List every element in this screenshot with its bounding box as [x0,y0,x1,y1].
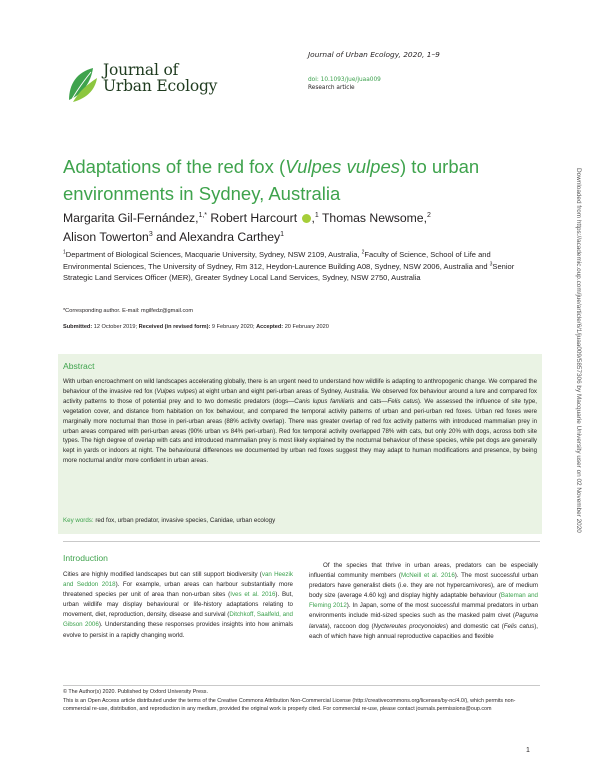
affil-text: Department of Biological Sciences, Macquarie University, Sydney, NSW 2109, Australia, [65,250,362,259]
article-type: Research article [308,85,355,91]
intro-text: ), each of which have high annual reproductive capacities and flexible [309,622,539,640]
keywords-label: Key words: [63,517,94,524]
abstract-segment: ). We assessed the influence of site type, vegetation cover, and distance from habitation on fox behaviour, and compared the temporal activity patterns of urban and peri-urban red foxes. Urban red foxes were marginally more nocturnal than those in peri-urban areas (88% activity overlap). There was greater overlap of red fox activity patterns with introduced mammalian prey in urban areas compared with peri-urban areas (90% urban vs 84% peri-urban). Red fox temporal activity overlapped 78% with cats, but only 20% with dogs, across both site types. The high degree of overlap with cats and introduced mammalian prey is most likely explained by the nocturnal behaviour of these species, while pet dogs are generally kept in yards or indoors at night. The behavioural differences we documented by urban red foxes suggest they may adapt to human modifications and presence, by being more nocturnal and/or more confident in urban areas. [63,397,538,465]
intro-right-column [309,561,538,642]
abstract-text [63,377,537,466]
affil-sup: 3 [489,261,493,268]
revised-label: Received (in revised form): [138,324,211,330]
author-name[interactable]: Margarita Gil-Fernández, [63,211,199,225]
species-name: Nyctereutes procyonoides [373,622,446,630]
abstract-segment: and cats— [354,397,388,405]
abstract-heading: Abstract [63,361,95,371]
logo-line-2: Urban Ecology [103,77,218,95]
author-separator: , [311,211,315,225]
intro-text: ) and domestic cat ( [445,622,504,630]
affil-text: Faculty of Science, School of Life and Environmental Sciences, The University of Sydney, Rm 312, Heydon-Laurence Building A08, Sydney, NSW 2006, Australia and [63,250,491,271]
author-affil-sup: 3 [148,230,153,238]
affil-sup: 2 [361,249,365,256]
accepted-label: Accepted: [256,324,284,330]
abstract-species: Vulpes vulpes [156,387,195,395]
title-part-2: ) to urban environments in Sydney, Australia [63,156,480,204]
citation-link[interactable]: Bateman and Fleming 2012 [309,592,539,610]
author-name[interactable]: Thomas Newsome, [321,211,427,225]
corresponding-author: *Corresponding author. E-mail: mgilfedz@gmail.com [63,308,194,314]
leaf-logo-icon [63,64,103,104]
article-title [63,153,533,207]
intro-text: ), raccoon dog ( [327,622,374,630]
author-affil-sup: 2 [426,211,431,219]
affil-sup: 1 [63,249,66,256]
author-name[interactable]: Alison Towerton [63,230,149,244]
species-name: Paguma larvata [309,612,538,630]
license-text: This is an Open Access article distributed under the terms of the Creative Commons Attribution Non-Commercial License (http://creativecommons.org/licenses/by-nc/4.0/), which permits non-commercial re-use, distribution, and reproduction in any medium, provided the original work is properly cited. For commercial re-use, please contact journals.permissions@oup.com [63,697,516,713]
journal-logo-text [103,62,217,94]
intro-paragraph [309,561,538,642]
license-footer [63,688,540,714]
intro-left-column [63,570,293,641]
submitted-date: 12 October 2019; [92,324,139,330]
doi-link[interactable]: doi: 10.1093/jue/juaa009 [308,77,381,83]
footer-divider [63,685,540,686]
copyright-line: © The Author(s) 2020. Published by Oxford University Press. [63,689,208,695]
orcid-icon[interactable] [302,214,311,223]
intro-text: ). But, urban wildlife may display behavioural or life-history adaptations relating to movement, diet, reproduction, density, disease and survival ( [63,591,294,619]
submitted-label: Submitted: [63,324,93,330]
download-watermark: Downloaded from https://academic.oup.com/jue/article/6/1/juaa009/5857306 by Macquarie University user on 02 November 2020 [575,168,582,533]
section-divider [63,541,540,542]
journal-citation: Journal of Urban Ecology, 2020, 1–9 [308,50,440,59]
abstract-segment: With urban encroachment on wild landscapes accelerating globally, there is an urgent need to understand how wildlife is adapting to anthropogenic change. We compared the behaviour of the invasive red fox ( [63,378,537,395]
affil-text: Senior Strategic Land Services Officer (MER), Greater Sydney Local Land Services, Sydney, NSW 2750, Australia [63,261,515,283]
citation-link[interactable]: McNeill et al. 2016 [400,572,455,580]
citation-link[interactable]: van Heezik and Seddon 2018 [63,571,293,589]
citation-link[interactable]: Ditchkoff, Saalfeld, and Gibson 2006 [63,611,293,629]
author-name[interactable]: and Alexandra Carthey [156,230,281,244]
revised-date: 9 February 2020; [210,324,257,330]
title-part-1: Adaptations of the red fox ( [63,156,286,177]
author-affil-sup: 1 [280,230,285,238]
author-affil-sup: 1,* [198,211,208,219]
journal-logo [63,62,233,104]
intro-text: ). In Japan, some of the most successful mammal predators in urban environments include mid-sized species such as the masked palm civet ( [309,602,538,620]
abstract-segment: ) at eight urban and eight peri-urban areas of Sydney, Australia. We observed fox behaviour around a lure and compared fox activity patterns to those of potential prey and to two domestic predators (dogs— [63,387,537,405]
keywords [63,517,275,524]
accepted-date: 20 February 2020 [283,324,329,330]
intro-text: Cities are highly modified landscapes but can still support biodiversity ( [63,571,262,578]
author-name[interactable]: Robert Harcourt [210,211,298,225]
affiliations [63,249,538,284]
abstract-species: Felis catus [387,397,418,405]
page-number: 1 [526,747,530,754]
article-header [308,50,548,91]
intro-text: ). The most successful urban predators have generalist diets (i.e. they are not hypercarnivores), are of medium body size (average 4.60 kg) and display highly adaptable behaviour ( [309,572,539,600]
author-affil-sup: 1 [314,211,319,219]
species-name: Felis catus [503,622,535,630]
citation-link[interactable]: Ives et al. 2016 [230,591,276,599]
introduction-heading: Introduction [63,553,108,563]
logo-line-1: Journal of [103,61,179,79]
intro-text: ). Understanding these responses provides insights into how animals evolve to persist in a rapidly changing world. [63,621,293,639]
abstract-species: Canis lupus familiaris [294,397,355,405]
intro-text: Of the species that thrive in urban areas, predators can be especially influential community members ( [309,562,538,580]
intro-text: ). For example, urban areas can harbour substantially more threatened species per unit of area than non-urban sites ( [63,581,293,599]
author-list [63,209,533,247]
title-species: Vulpes vulpes [285,156,400,177]
keywords-list: red fox, urban predator, invasive species, Canidae, urban ecology [93,517,276,524]
article-dates [63,324,329,330]
